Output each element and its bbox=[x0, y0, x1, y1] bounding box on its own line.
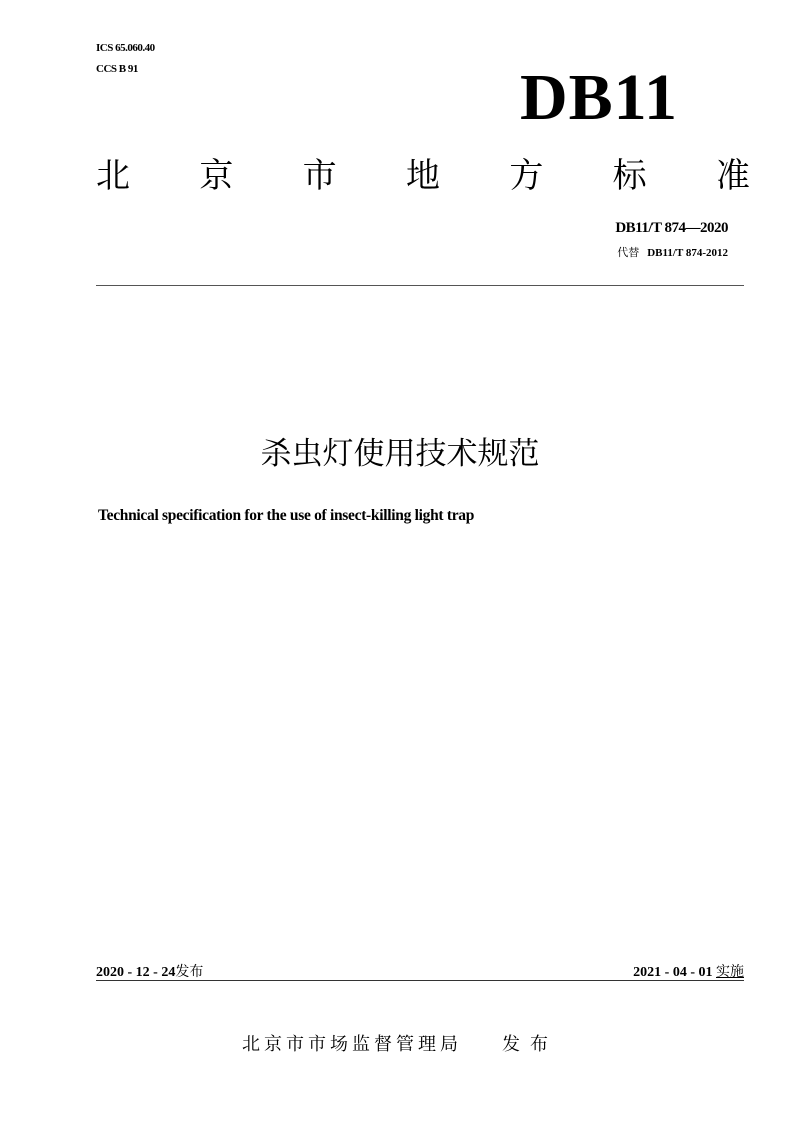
title-chinese: 杀虫灯使用技术规范 bbox=[260, 436, 540, 472]
issuing-authority: 北京市市场监督管理局 bbox=[242, 1034, 462, 1055]
standard-type-heading bbox=[96, 156, 750, 196]
standard-type-char: 地 bbox=[405, 156, 440, 196]
header-divider bbox=[96, 285, 744, 286]
replaces-label: 代替 bbox=[617, 246, 640, 259]
ccs-code: CCS B 91 bbox=[96, 63, 138, 75]
standard-type-char: 北 bbox=[96, 156, 130, 196]
replaces-line bbox=[617, 244, 728, 260]
standard-number: DB11/T 874—2020 bbox=[615, 220, 728, 236]
standard-type-char: 准 bbox=[715, 156, 750, 196]
issue-date: 2020 - 12 - 24 bbox=[96, 965, 176, 980]
db-standard-mark: DB11 bbox=[520, 61, 679, 134]
issue-label: 发布 bbox=[175, 964, 204, 980]
standard-type-char: 标 bbox=[612, 156, 647, 196]
publisher-line bbox=[0, 1030, 800, 1056]
date-divider bbox=[96, 980, 744, 981]
standard-type-char: 京 bbox=[199, 156, 234, 196]
title-english: Technical specification for the use of insect-killing light trap bbox=[98, 507, 475, 524]
issue-date-line bbox=[96, 961, 203, 981]
ics-code: ICS 65.060.40 bbox=[96, 42, 155, 54]
implementation-date-line bbox=[633, 961, 744, 981]
implementation-date: 2021 - 04 - 01 bbox=[633, 965, 713, 980]
publish-verb: 发布 bbox=[502, 1034, 558, 1055]
standard-type-char: 市 bbox=[302, 156, 337, 196]
implementation-label: 实施 bbox=[716, 964, 744, 980]
standard-type-char: 方 bbox=[509, 156, 544, 196]
replaced-standard-number: DB11/T 874-2012 bbox=[647, 247, 728, 259]
